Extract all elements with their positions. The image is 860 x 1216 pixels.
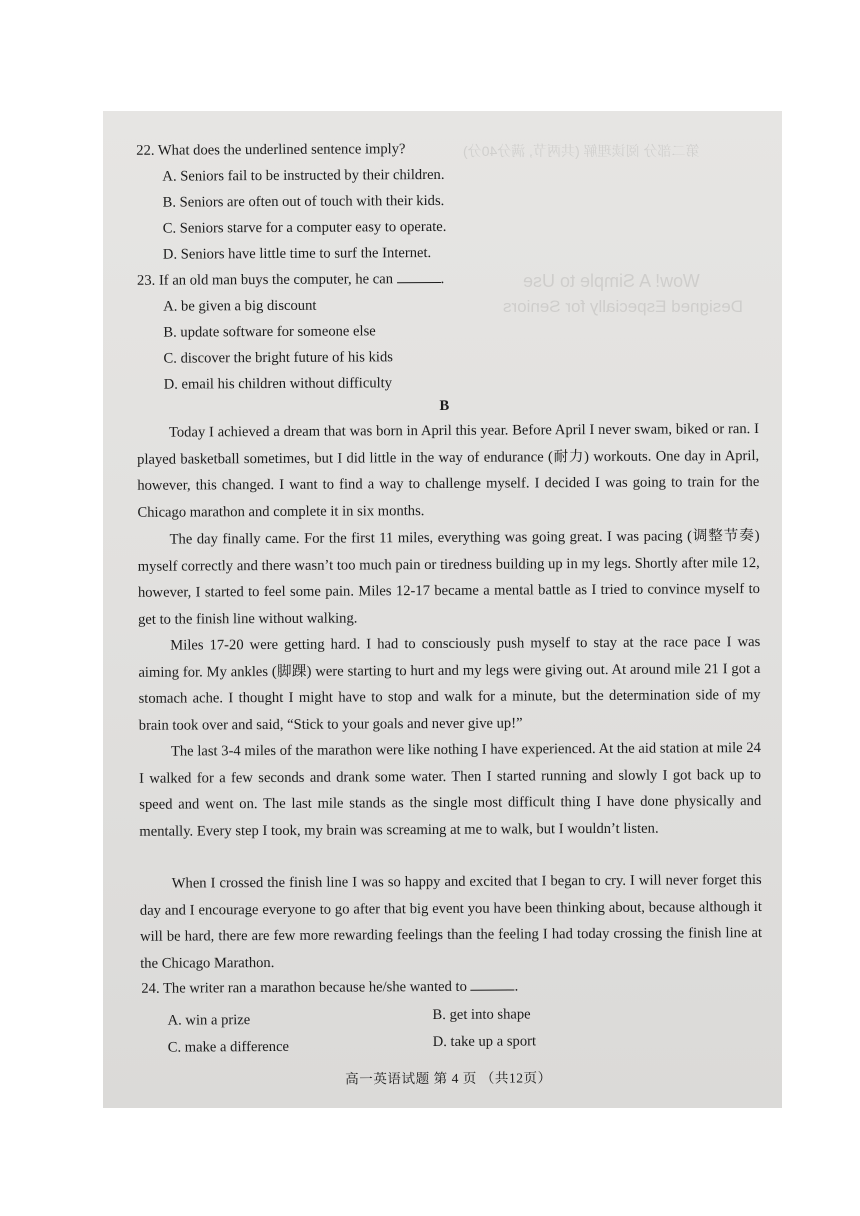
section-heading: B [439, 397, 450, 414]
exam-page-photo [103, 111, 782, 1108]
answer-blank [470, 979, 514, 991]
question-23-stem-text: 23. If an old man buys the computer, he can [136, 271, 394, 289]
question-23-option-d: D. email his children without difficulty [163, 375, 393, 393]
passage-paragraph: The day finally came. For the first 11 miles, everything was going great. I was pacing (调整节奏) myself correctly and there wasn’t too much pain or tiredness building up in my legs. Shortly after mile 12, however, I started to feel some pain. Miles 12-17 became a mental battle as I tried to convince myself to get to the finish line without walking. [137, 527, 760, 628]
question-23-option-a: A. be given a big discount [163, 297, 317, 315]
question-23-option-b: B. update software for someone else [163, 323, 376, 341]
page-footer: 高一英语试题 第 4 页 （共12页） [345, 1070, 552, 1087]
bleed-through-text: Designed Especially for Seniors [503, 297, 744, 316]
bleed-through-text: Wow! A Simple to Use [523, 271, 700, 291]
question-22-option-d: D. Seniors have little time to surf the Internet. [162, 244, 432, 263]
bleed-through-text: 第二部分 阅读理解 (共两节, 满分40分) [463, 143, 700, 159]
question-23-stem [137, 271, 444, 290]
question-22-option-a: A. Seniors fail to be instructed by their children. [162, 166, 445, 185]
passage-paragraph: Today I achieved a dream that was born in April this year. Before April I never swam, biked or ran. I played basketball sometimes, but I did little in the way of endurance (耐力) workouts. One day in April, however, this changed. I want to find a way to challenge myself. I decided I was going to train for the Chicago marathon and complete it in six months. [137, 420, 760, 521]
question-22-option-c: C. Seniors starve for a computer easy to operate. [162, 218, 447, 237]
question-23-stem-end: . [440, 270, 445, 287]
question-22-option-b: B. Seniors are often out of touch with their kids. [162, 192, 445, 211]
question-24-stem-text: 24. The writer ran a marathon because he/she wanted to [141, 978, 467, 997]
question-22-stem: 22. What does the underlined sentence imply? [136, 141, 406, 159]
question-23-option-c: C. discover the bright future of his kids [163, 349, 393, 367]
passage-paragraph: Miles 17-20 were getting hard. I had to consciously push myself to stay at the race pace I was aiming for. My ankles (脚踝) were starting to hurt and my legs were giving out. At around mile 21 I got a stomach ache. I thought I might have to stop and walk for a minute, but the determination side of my brain took over and said, “Stick to your goals and never give up!” [138, 633, 761, 734]
question-24-stem [141, 978, 518, 997]
passage-paragraph: When I crossed the finish line I was so happy and excited that I began to cry. I will never forget this day and I encourage everyone to go after that big event you have been thinking about, because although it will be hard, there are few more rewarding feelings than the feeling I had today crossing the finish line at the Chicago Marathon. [139, 871, 763, 972]
question-24-stem-end: . [514, 978, 519, 995]
passage-paragraph: The last 3-4 miles of the marathon were like nothing I have experienced. At the aid station at mile 24 I walked for a few seconds and drank some water. Then I started running and slowly I got back up to speed and went on. The last mile stands as the single most difficult thing I have done physically and mentally. Every step I took, my brain was screaming at me to walk, but I wouldn’t listen. [139, 739, 762, 840]
question-24-option-a: A. win a prize [167, 1012, 251, 1029]
question-24-option-d: D. take up a sport [432, 1033, 537, 1051]
answer-blank [397, 271, 441, 283]
question-24-option-b: B. get into shape [432, 1006, 531, 1024]
exam-sheet [103, 111, 782, 1108]
question-24-option-c: C. make a difference [167, 1038, 290, 1056]
